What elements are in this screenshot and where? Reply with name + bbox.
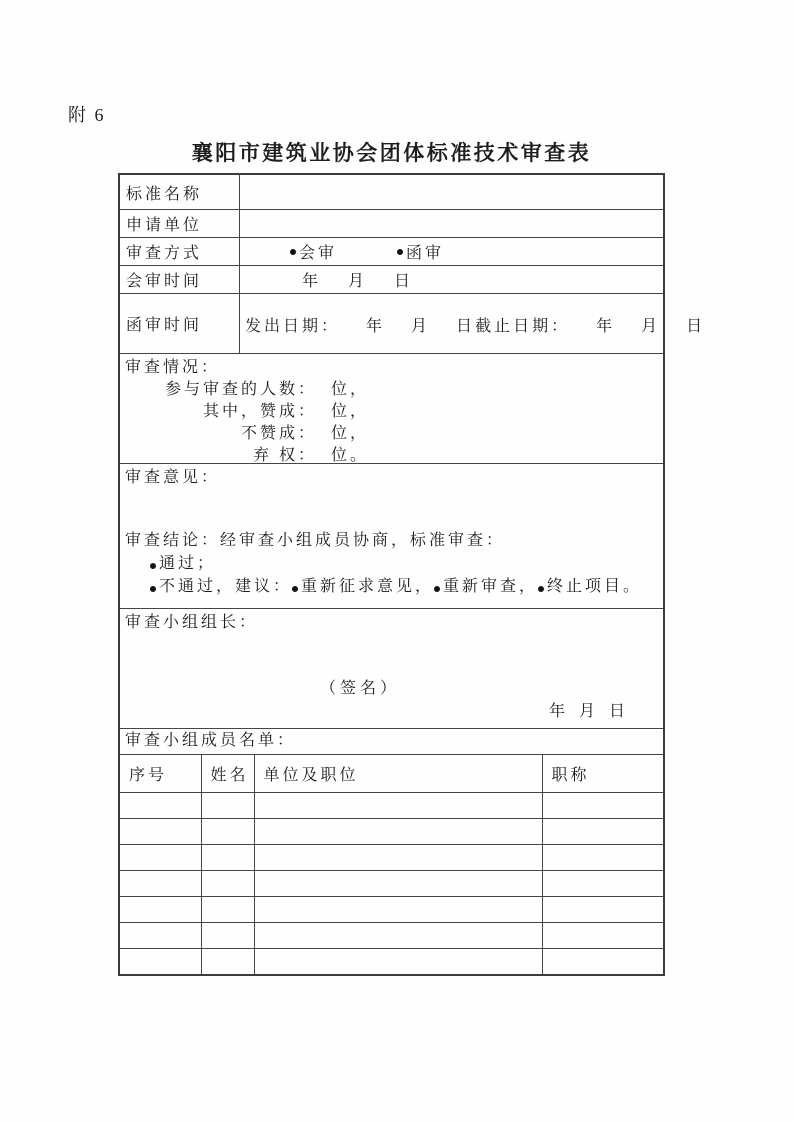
member-table-empty-cell (120, 818, 201, 844)
member-table-empty-cell (542, 844, 665, 870)
situation-line-participants: 参与审查的人数： 位， (164, 381, 370, 398)
letter-time-label: 函审时间 (120, 294, 240, 353)
deadline-label: 截止日期： (475, 318, 571, 335)
row-review-method (120, 238, 663, 266)
member-table-empty-cell (542, 792, 665, 818)
section-group-leader (120, 609, 663, 729)
col-header-unit-position: 单位及职位 (254, 755, 542, 792)
day-unit-label: 日 (456, 318, 476, 335)
member-table-empty-cell (201, 870, 254, 896)
conclusion-option-pass: 通过； (120, 552, 663, 575)
year-unit-label: 年 (302, 273, 322, 290)
member-table-empty-cell (201, 792, 254, 818)
circle-option-icon (397, 249, 403, 255)
circle-option-icon (292, 586, 298, 592)
col-header-title: 职称 (542, 755, 665, 792)
meeting-time-value (240, 266, 663, 293)
row-standard-name (120, 175, 663, 210)
member-table-empty-cell (120, 948, 201, 974)
member-table-empty-cell (120, 922, 201, 948)
leader-label: 审查小组组长： (125, 614, 259, 631)
member-table-empty-cell (542, 818, 665, 844)
year-unit-label: 年 (366, 318, 386, 335)
conclusion-option-fail: 不通过，建议： 重新征求意见， 重新审查， 终止项目。 (120, 575, 663, 598)
member-table-empty-cell (254, 870, 542, 896)
situation-label: 审查情况： (125, 359, 221, 376)
fail-option-terminate: 终止项目。 (547, 578, 643, 595)
section-review-situation (120, 354, 663, 464)
option-letter-review (397, 240, 444, 263)
send-date-label: 发出日期： (245, 318, 341, 335)
standard-name-value (240, 175, 663, 209)
member-table-empty-row (120, 792, 665, 818)
member-table-empty-cell (201, 818, 254, 844)
member-table-empty-cell (120, 870, 201, 896)
situation-line-abstain: 弃 权： 位。 (252, 447, 370, 464)
fail-option-rereview: 重新审查， (443, 578, 539, 595)
col-header-name: 姓名 (201, 755, 254, 792)
member-table-empty-cell (254, 896, 542, 922)
member-list-label: 审查小组成员名单： (125, 732, 297, 749)
member-table-empty-cell (254, 792, 542, 818)
attachment-label: 附 6 (68, 105, 106, 125)
opinion-label: 审查意见： (125, 469, 221, 486)
review-form-table (118, 173, 706, 976)
review-method-value (240, 238, 663, 265)
day-unit-label: 日 (394, 273, 414, 290)
fail-option-resolicit: 重新征求意见， (301, 578, 435, 595)
member-list-table (120, 755, 665, 974)
member-table-empty-cell (254, 818, 542, 844)
conclusion-block (120, 529, 663, 598)
circle-option-icon (290, 249, 296, 255)
member-table-empty-cell (254, 844, 542, 870)
conclusion-label: 审查结论：经审查小组成员协商，标准审查： (125, 532, 506, 549)
month-unit-label: 月 (411, 318, 431, 335)
letter-deadline-line (475, 315, 705, 339)
review-method-label: 审查方式 (120, 238, 240, 265)
member-table-empty-cell (201, 896, 254, 922)
circle-option-icon (538, 586, 544, 592)
member-table-empty-cell (542, 922, 665, 948)
option-meeting-review-label: 会审 (299, 245, 338, 262)
member-table-empty-cell (201, 844, 254, 870)
situation-line-approve: 其中，赞成： 位， (202, 403, 370, 420)
row-letter-time (120, 294, 706, 354)
page-title: 襄阳市建筑业协会团体标准技术审查表 (191, 141, 592, 165)
member-table-empty-row (120, 922, 665, 948)
circle-option-icon (434, 586, 440, 592)
member-table-empty-row (120, 870, 665, 896)
member-table-empty-cell (201, 922, 254, 948)
letter-send-date-line (245, 315, 475, 339)
member-table-empty-cell (542, 896, 665, 922)
section-member-list-label (120, 729, 663, 755)
meeting-time-label: 会审时间 (120, 266, 240, 293)
circle-option-icon (150, 586, 156, 592)
standard-name-label: 标准名称 (120, 175, 240, 209)
member-table-empty-row (120, 948, 665, 974)
situation-line-disapprove: 不赞成： 位， (240, 425, 370, 442)
month-unit-label: 月 (348, 273, 368, 290)
col-header-index: 序号 (120, 755, 201, 792)
option-letter-review-label: 函审 (406, 245, 445, 262)
signature-hint: （签名） (320, 680, 401, 697)
month-unit-label: 月 (641, 318, 661, 335)
member-table-body (120, 792, 665, 974)
letter-time-value (240, 294, 705, 353)
year-unit-label: 年 (596, 318, 616, 335)
applicant-label: 申请单位 (120, 210, 240, 237)
member-table-empty-cell (542, 948, 665, 974)
leader-date-line: 年 月 日 (548, 703, 626, 720)
member-table-empty-row (120, 896, 665, 922)
member-table-empty-cell (201, 948, 254, 974)
member-table-empty-cell (120, 844, 201, 870)
row-meeting-time (120, 266, 663, 294)
circle-option-icon (150, 563, 156, 569)
section-review-opinion (120, 464, 663, 609)
member-table-empty-cell (120, 792, 201, 818)
member-table-empty-cell (120, 896, 201, 922)
applicant-value (240, 210, 663, 237)
option-meeting-review (290, 240, 337, 263)
member-table-empty-row (120, 844, 665, 870)
member-table-empty-cell (254, 948, 542, 974)
row-applicant (120, 210, 663, 238)
day-unit-label: 日 (686, 318, 706, 335)
member-table-header-row (120, 755, 665, 792)
member-table-empty-cell (542, 870, 665, 896)
member-table-empty-row (120, 818, 665, 844)
member-table-empty-cell (254, 922, 542, 948)
